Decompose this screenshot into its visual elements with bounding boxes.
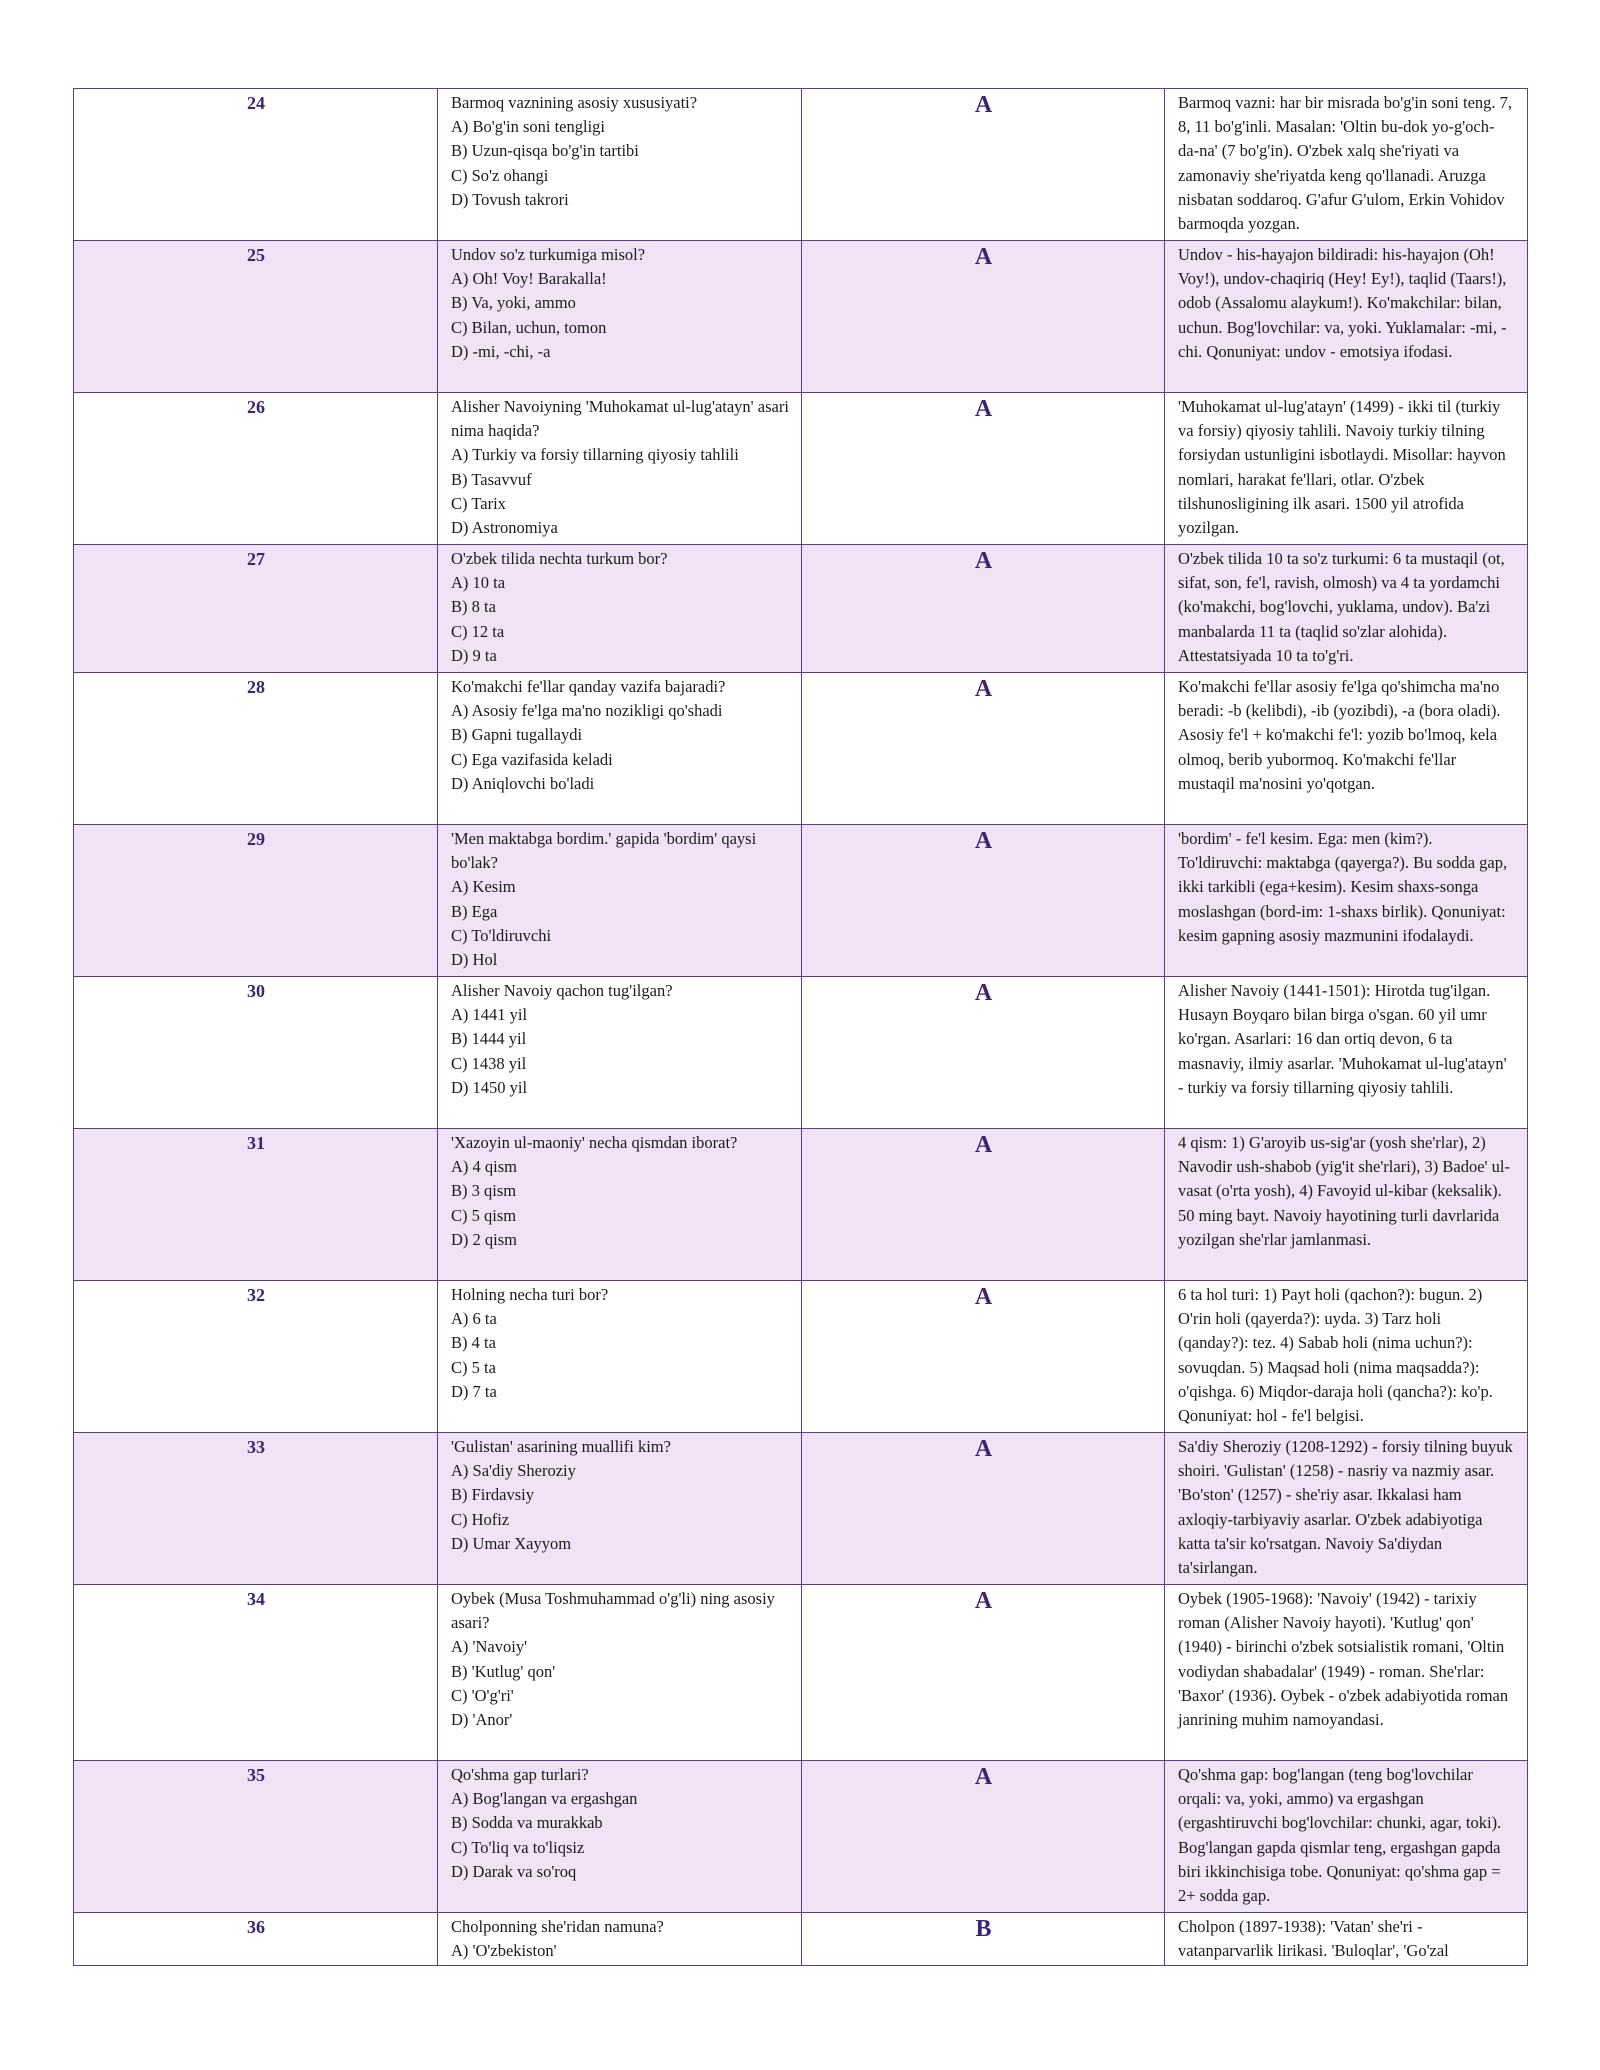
answer-option: A) 'O'zbekiston': [451, 1941, 557, 1961]
answer-option: B) Tasavvuf: [451, 469, 532, 489]
question-text: Holning necha turi bor?: [451, 1285, 609, 1304]
explanation-text: Undov - his-hayajon bildiradi: his-hayajon (Oh! Voy!), undov-chaqiriq (Hey! Ey!), taqlid (Taars!), odob (Assalomu alaykum!). Ko'makchilar: bilan, uchun. Bog'lovchilar: va, yoki. Yuklamalar: -mi, -chi. Qonuniyat: undov - emotsiya ifodasi.: [1178, 245, 1507, 361]
question-cell: [438, 545, 802, 673]
explanation-cell: [1165, 1433, 1528, 1585]
answer-option: B) Firdavsiy: [451, 1485, 534, 1505]
explanation-cell: [1165, 977, 1528, 1129]
table-row: [74, 241, 1528, 393]
correct-answer: A: [802, 825, 1165, 977]
answer-option: B) 'Kutlug' qon': [451, 1661, 556, 1681]
question-table-body: [74, 89, 1528, 1966]
correct-answer: B: [802, 1913, 1165, 1966]
answer-option: A) 'Navoiy': [451, 1637, 528, 1657]
question-number: 25: [74, 241, 438, 393]
explanation-text: Qo'shma gap: bog'langan (teng bog'lovchilar orqali: va, yoki, ammo) va ergashgan (ergashtiruvchi bog'lovchilar: chunki, agar, toki). Bog'langan gapda qismlar teng, ergashgan gapda biri ikkinchisiga tobe. Qonuniyat: qo'shma gap = 2+ sodda gap.: [1178, 1765, 1502, 1906]
answer-option: B) Sodda va murakkab: [451, 1813, 603, 1833]
answer-option: C) To'ldiruvchi: [451, 925, 552, 945]
answer-option: C) 'O'g'ri': [451, 1685, 514, 1705]
table-row: [74, 393, 1528, 545]
question-text: Alisher Navoiyning 'Muhokamat ul-lug'atayn' asari nima haqida?: [451, 397, 789, 441]
question-number: 35: [74, 1761, 438, 1913]
explanation-text: 'bordim' - fe'l kesim. Ega: men (kim?). To'ldiruvchi: maktabga (qayerga?). Bu sodda gap, ikki tarkibli (ega+kesim). Kesim shaxs-songa moslashgan (bord-im: 1-shaxs birlik). Qonuniyat: kesim gapning asosiy mazmunini ifodalaydi.: [1178, 829, 1508, 945]
explanation-cell: [1165, 1913, 1528, 1966]
question-cell: [438, 1129, 802, 1281]
table-row: [74, 1281, 1528, 1433]
question-number: 24: [74, 89, 438, 241]
answer-option: B) Uzun-qisqa bo'g'in tartibi: [451, 141, 639, 161]
answer-option: D) Hol: [451, 950, 498, 970]
question-cell: [438, 1433, 802, 1585]
explanation-text: O'zbek tilida 10 ta so'z turkumi: 6 ta mustaqil (ot, sifat, son, fe'l, ravish, olmosh) va 4 ta yordamchi (ko'makchi, bog'lovchi, yuklama, undov). Ba'zi manbalarda 11 ta (taqlid so'zlar alohida). Attestatsiyada 10 ta to'g'ri.: [1178, 549, 1505, 665]
explanation-cell: [1165, 241, 1528, 393]
question-number: 36: [74, 1913, 438, 1966]
answer-option: A) 10 ta: [451, 573, 506, 593]
question-number: 27: [74, 545, 438, 673]
answer-option: A) Asosiy fe'lga ma'no nozikligi qo'shadi: [451, 701, 723, 721]
question-number: 28: [74, 673, 438, 825]
answer-option: D) Tovush takrori: [451, 189, 569, 209]
answer-option: D) -mi, -chi, -a: [451, 341, 551, 361]
answer-option: A) Kesim: [451, 877, 516, 897]
table-row: [74, 1585, 1528, 1761]
question-cell: [438, 89, 802, 241]
answer-option: A) 1441 yil: [451, 1005, 528, 1025]
explanation-text: Sa'diy Sheroziy (1208-1292) - forsiy tilning buyuk shoiri. 'Gulistan' (1258) - nasriy va nazmiy asar. 'Bo'ston' (1257) - she'riy asar. Ikkalasi ham axloqiy-tarbiyaviy asarlar. O'zbek adabiyotiga katta ta'sir ko'rsatgan. Navoiy Sa'diydan ta'sirlangan.: [1178, 1437, 1513, 1578]
question-text: O'zbek tilida nechta turkum bor?: [451, 549, 668, 568]
explanation-cell: [1165, 1761, 1528, 1913]
question-cell: [438, 1281, 802, 1433]
answer-option: C) Bilan, uchun, tomon: [451, 317, 607, 337]
question-number: 29: [74, 825, 438, 977]
answer-option: A) Bo'g'in soni tengligi: [451, 117, 605, 137]
question-cell: [438, 393, 802, 545]
table-row: [74, 673, 1528, 825]
answer-option: A) Turkiy va forsiy tillarning qiyosiy tahlili: [451, 445, 739, 465]
question-text: 'Men maktabga bordim.' gapida 'bordim' qaysi bo'lak?: [451, 829, 757, 873]
answer-option: B) Gapni tugallaydi: [451, 725, 583, 745]
answer-option: B) Va, yoki, ammo: [451, 293, 576, 313]
question-cell: [438, 1913, 802, 1966]
answer-option: D) 2 qism: [451, 1229, 517, 1249]
correct-answer: A: [802, 1761, 1165, 1913]
explanation-cell: [1165, 673, 1528, 825]
explanation-text: 6 ta hol turi: 1) Payt holi (qachon?): bugun. 2) O'rin holi (qayerda?): uyda. 3) Tarz holi (qanday?): tez. 4) Sabab holi (nima uchun?): sovuqdan. 5) Maqsad holi (nima maqsadda?): o'qishga. 6) Miqdor-daraja holi (qancha?): ko'p. Qonuniyat: hol - fe'l belgisi.: [1178, 1285, 1493, 1426]
correct-answer: A: [802, 89, 1165, 241]
correct-answer: A: [802, 545, 1165, 673]
correct-answer: A: [802, 393, 1165, 545]
answer-option: A) Oh! Voy! Barakalla!: [451, 269, 607, 289]
question-text: Cholponning she'ridan namuna?: [451, 1917, 664, 1936]
explanation-text: Ko'makchi fe'llar asosiy fe'lga qo'shimcha ma'no beradi: -b (kelibdi), -ib (yozibdi), -a (bora oladi). Asosiy fe'l + ko'makchi fe'l: yozib bo'lmoq, kela olmoq, berib yubormoq. Ko'makchi fe'llar mustaqil ma'nosini yo'qotgan.: [1178, 677, 1501, 793]
answer-option: B) 8 ta: [451, 597, 496, 617]
question-text: Ko'makchi fe'llar qanday vazifa bajaradi?: [451, 677, 726, 696]
correct-answer: A: [802, 673, 1165, 825]
table-row: [74, 545, 1528, 673]
document-page: [73, 88, 1527, 1966]
answer-option: D) Astronomiya: [451, 518, 558, 538]
question-text: Alisher Navoiy qachon tug'ilgan?: [451, 981, 673, 1000]
question-number: 30: [74, 977, 438, 1129]
question-cell: [438, 1761, 802, 1913]
table-row: [74, 1129, 1528, 1281]
answer-option: D) Aniqlovchi bo'ladi: [451, 773, 595, 793]
question-text: 'Gulistan' asarining muallifi kim?: [451, 1437, 671, 1456]
table-row: [74, 89, 1528, 241]
correct-answer: A: [802, 1129, 1165, 1281]
explanation-text: Alisher Navoiy (1441-1501): Hirotda tug'ilgan. Husayn Boyqaro bilan birga o'sgan. 60 yil umr ko'rgan. Asarlari: 16 dan ortiq devon, 6 ta masnaviy, ilmiy asarlar. 'Muhokamat ul-lug'atayn' - turkiy va forsiy tillarning qiyosiy tahlili.: [1178, 981, 1507, 1097]
answer-option: D) 9 ta: [451, 645, 497, 665]
explanation-cell: [1165, 1585, 1528, 1761]
answer-option: D) Umar Xayyom: [451, 1533, 572, 1553]
explanation-text: 'Muhokamat ul-lug'atayn' (1499) - ikki til (turkiy va forsiy) qiyosiy tahlili. Navoiy turkiy tilning forsiydan ustunligini isbotlaydi. Misollar: hayvon nomlari, harakat fe'llari, otlar. O'zbek tilshunosligining ilk asari. 1500 yil atrofida yozilgan.: [1178, 397, 1506, 538]
correct-answer: A: [802, 1281, 1165, 1433]
answer-option: C) To'liq va to'liqsiz: [451, 1837, 585, 1857]
table-row: [74, 977, 1528, 1129]
question-number: 26: [74, 393, 438, 545]
question-cell: [438, 1585, 802, 1761]
answer-option: A) 6 ta: [451, 1309, 497, 1329]
answer-option: B) Ega: [451, 901, 498, 921]
question-table: [73, 88, 1528, 1966]
explanation-cell: [1165, 545, 1528, 673]
explanation-text: 4 qism: 1) G'aroyib us-sig'ar (yosh she'rlar), 2) Navodir ush-shabob (yig'it she'rlari), 3) Badoe' ul-vasat (o'rta yosh), 4) Favoyid ul-kibar (keksalik). 50 ming bayt. Navoiy hayotining turli davrlarida yozilgan she'rlar jamlanmasi.: [1178, 1133, 1510, 1249]
answer-option: C) So'z ohangi: [451, 165, 549, 185]
answer-option: B) 1444 yil: [451, 1029, 527, 1049]
answer-option: C) Tarix: [451, 493, 506, 513]
correct-answer: A: [802, 1433, 1165, 1585]
question-number: 31: [74, 1129, 438, 1281]
explanation-cell: [1165, 89, 1528, 241]
answer-option: A) Bog'langan va ergashgan: [451, 1789, 638, 1809]
question-text: Undov so'z turkumiga misol?: [451, 245, 646, 264]
question-cell: [438, 825, 802, 977]
answer-option: A) Sa'diy Sheroziy: [451, 1461, 576, 1481]
question-number: 33: [74, 1433, 438, 1585]
table-row: [74, 1761, 1528, 1913]
explanation-cell: [1165, 393, 1528, 545]
explanation-text: Cholpon (1897-1938): 'Vatan' she'ri - vatanparvarlik lirikasi. 'Buloqlar', 'Go'zal: [1178, 1917, 1449, 1961]
table-row: [74, 825, 1528, 977]
correct-answer: A: [802, 977, 1165, 1129]
question-text: 'Xazoyin ul-maoniy' necha qismdan iborat?: [451, 1133, 738, 1152]
answer-option: B) 4 ta: [451, 1333, 496, 1353]
answer-option: C) Ega vazifasida keladi: [451, 749, 613, 769]
answer-option: D) 'Anor': [451, 1710, 513, 1730]
question-number: 32: [74, 1281, 438, 1433]
table-row: [74, 1913, 1528, 1966]
answer-option: A) 4 qism: [451, 1157, 517, 1177]
question-cell: [438, 241, 802, 393]
correct-answer: A: [802, 1585, 1165, 1761]
answer-option: C) 5 ta: [451, 1357, 496, 1377]
answer-option: D) 7 ta: [451, 1381, 497, 1401]
answer-option: C) 12 ta: [451, 621, 505, 641]
answer-option: D) Darak va so'roq: [451, 1861, 577, 1881]
answer-option: C) Hofiz: [451, 1509, 510, 1529]
question-text: Barmoq vaznining asosiy xususiyati?: [451, 93, 698, 112]
question-cell: [438, 977, 802, 1129]
explanation-cell: [1165, 1281, 1528, 1433]
question-number: 34: [74, 1585, 438, 1761]
question-text: Qo'shma gap turlari?: [451, 1765, 589, 1784]
correct-answer: A: [802, 241, 1165, 393]
answer-option: B) 3 qism: [451, 1181, 517, 1201]
table-row: [74, 1433, 1528, 1585]
explanation-text: Barmoq vazni: har bir misrada bo'g'in soni teng. 7, 8, 11 bo'g'inli. Masalan: 'Oltin bu-dok yo-g'och-da-na' (7 bo'g'in). O'zbek xalq she'riyati va zamonaviy she'riyatda keng qo'llanadi. Aruzga nisbatan soddaroq. G'afur G'ulom, Erkin Vohidov barmoqda yozgan.: [1178, 93, 1513, 234]
answer-option: C) 1438 yil: [451, 1053, 527, 1073]
explanation-cell: [1165, 825, 1528, 977]
question-cell: [438, 673, 802, 825]
explanation-cell: [1165, 1129, 1528, 1281]
answer-option: C) 5 qism: [451, 1205, 517, 1225]
answer-option: D) 1450 yil: [451, 1077, 528, 1097]
explanation-text: Oybek (1905-1968): 'Navoiy' (1942) - tarixiy roman (Alisher Navoiy hayoti). 'Kutlug' qon' (1940) - birinchi o'zbek sotsialistik romani, 'Oltin vodiydan shabadalar' (1949) - roman. She'rlar: 'Baxor' (1936). Oybek - o'zbek adabiyotida roman janrining muhim namoyandasi.: [1178, 1589, 1509, 1730]
question-text: Oybek (Musa Toshmuhammad o'g'li) ning asosiy asari?: [451, 1589, 775, 1633]
